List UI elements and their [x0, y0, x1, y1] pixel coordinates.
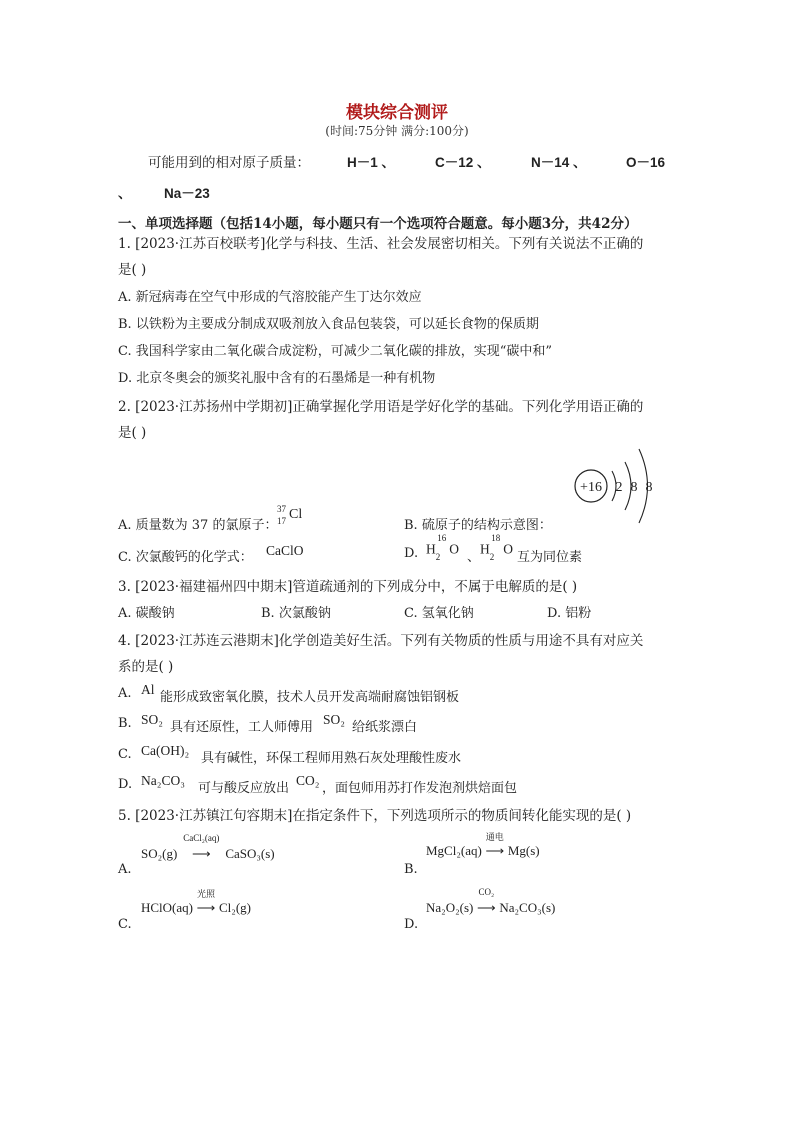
q2-option-d-text: 互为同位素 [517, 550, 583, 565]
q3-option-a: A. 碳酸钠 [118, 606, 175, 621]
q4-option-c-label: C. [118, 747, 132, 762]
q4-option-b-label: B. [118, 716, 132, 731]
shell-count-2: 8 [630, 480, 638, 495]
atomic-number: 17 [277, 516, 286, 526]
reaction-condition: CO₂ [478, 887, 495, 897]
shell-count-3: 8 [645, 480, 653, 495]
q2-option-c-formula: CaClO [266, 543, 304, 558]
q5-option-a-reaction [141, 833, 275, 862]
q4-option-d-label: D. [118, 777, 133, 792]
q5-option-c-label: C. [118, 917, 132, 932]
q2-option-a-text: A. 质量数为 37 的氯原子： [118, 518, 278, 533]
atomic-mass-o: O－16 [626, 155, 666, 170]
q4-option-a-text: 能形成致密氧化膜，技术人员开发高端耐腐蚀铝钢板 [160, 690, 460, 705]
reaction-condition: 光照 [196, 889, 215, 899]
q5-option-b-label: B. [404, 862, 418, 877]
q4-option-d-mid: 可与酸反应放出 [198, 781, 290, 796]
q4-option-d-formula2: CO₂ [296, 773, 320, 788]
reactant: MgCl₂(aq) [426, 843, 482, 858]
reaction-arrow: CO₂ ⟶ [473, 900, 499, 916]
q4-stem-line1: 4. [2023·江苏连云港期末]化学创造美好生活。下列有关物质的性质与用途不具有对应关 [118, 633, 644, 649]
q3-option-d: D. 铝粉 [547, 606, 592, 621]
q3-option-c: C. 氢氧化钠 [404, 606, 474, 621]
q4-option-a-formula: Al [141, 682, 155, 697]
q4-stem-line2: 系的是( ) [118, 659, 174, 675]
q5-option-b-reaction [426, 832, 540, 859]
q2-option-b: B. 硫原子的结构示意图： [404, 518, 552, 533]
product: Cl₂(g) [219, 900, 251, 915]
product: CaSO₃(s) [225, 846, 275, 861]
q2-option-d-label: D. [404, 546, 419, 561]
atomic-mass-n: N－14 、 [531, 155, 587, 170]
q5-option-a-label: A. [118, 862, 132, 877]
q4-option-b-text: 给纸浆漂白 [352, 720, 418, 735]
atomic-mass-c: C－12 、 [435, 155, 491, 170]
q4-option-d-text: ，面包师用苏打作发泡剂烘焙面包 [322, 781, 518, 796]
atomic-mass-separator: 、 [118, 186, 132, 201]
q3-stem: 3. [2023·福建福州四中期末]管道疏通剂的下列成分中，不属于电解质的是( ) [118, 579, 578, 595]
atomic-mass-label: 可能用到的相对原子质量： [148, 155, 310, 171]
q1-option-a: A. 新冠病毒在空气中形成的气溶胶能产生丁达尔效应 [118, 290, 422, 305]
reaction-condition: CaCl₂(aq) [183, 833, 220, 843]
q4-option-c-text: 具有碱性，环保工程师用熟石灰处理酸性废水 [201, 751, 462, 766]
q2-option-c-text: C. 次氯酸钙的化学式： [118, 550, 253, 565]
mass-number: 37 [277, 504, 286, 514]
q5-stem: 5. [2023·江苏镇江句容期末]在指定条件下，下列选项所示的物质间转化能实现的是( ) [118, 808, 632, 824]
reactant: Na₂O₂(s) [426, 900, 474, 915]
q2-option-d-water18: $H_2^{18}O$ [480, 533, 513, 563]
q4-option-b-formula: SO₂ [141, 712, 163, 727]
q2-option-a-isotope [275, 504, 335, 530]
q2-option-d-water16: $H_2^{16}O$ [426, 533, 459, 563]
q4-option-b-formula2: SO₂ [323, 712, 345, 727]
q3-option-b: B. 次氯酸钠 [261, 606, 331, 621]
q5-option-d-label: D. [404, 917, 419, 932]
q4-option-a-label: A. [118, 686, 132, 701]
q1-option-d: D. 北京冬奥会的颁奖礼服中含有的石墨烯是一种有机物 [118, 371, 436, 386]
shell-count-1: 2 [615, 480, 623, 495]
sulfur-atom-diagram [570, 447, 660, 525]
reaction-arrow: 光照 ⟶ [193, 900, 219, 916]
q4-option-c-formula: Ca(OH)₂ [141, 743, 190, 758]
element-symbol: Cl [289, 507, 303, 522]
product: Na₂CO₃(s) [499, 900, 556, 915]
section-heading: 一、单项选择题（包括14小题，每小题只有一个选项符合题意。每小题3分，共42分） [118, 216, 638, 232]
reaction-condition: 通电 [485, 832, 504, 842]
q4-option-d-formula: Na₂CO₃ [141, 773, 185, 788]
q1-stem-line1: 1. [2023·江苏百校联考]化学与科技、生活、社会发展密切相关。下列有关说法不正确的 [118, 236, 644, 252]
product: Mg(s) [507, 843, 540, 858]
atomic-mass-h: H－1 、 [347, 155, 396, 170]
q5-option-d-reaction [426, 887, 556, 916]
q2-option-d-comma: 、 [467, 550, 481, 565]
reactant: HClO(aq) [141, 900, 193, 915]
page-title: 模块综合测评 [346, 103, 448, 123]
reaction-arrow: CaCl₂(aq) ⟶ [177, 846, 225, 862]
nucleus-charge: +16 [580, 480, 602, 495]
atomic-mass-na: Na－23 [164, 186, 210, 201]
q4-option-b-mid: 具有还原性，工人师傅用 [170, 720, 314, 735]
reactant: SO₂(g) [141, 846, 178, 861]
q2-stem-line1: 2. [2023·江苏扬州中学期初]正确掌握化学用语是学好化学的基础。下列化学用语正确的 [118, 399, 644, 415]
q5-option-c-reaction [141, 889, 251, 916]
q1-option-b: B. 以铁粉为主要成分制成双吸剂放入食品包装袋，可以延长食物的保质期 [118, 317, 539, 332]
q1-option-c: C. 我国科学家由二氧化碳合成淀粉，可减少二氧化碳的排放，实现“碳中和” [118, 344, 553, 359]
q2-stem-line2: 是( ) [118, 425, 147, 441]
reaction-arrow: 通电 ⟶ [482, 843, 508, 859]
exam-info: (时间:75分钟 满分:100分) [325, 124, 469, 138]
q1-stem-line2: 是( ) [118, 262, 147, 278]
